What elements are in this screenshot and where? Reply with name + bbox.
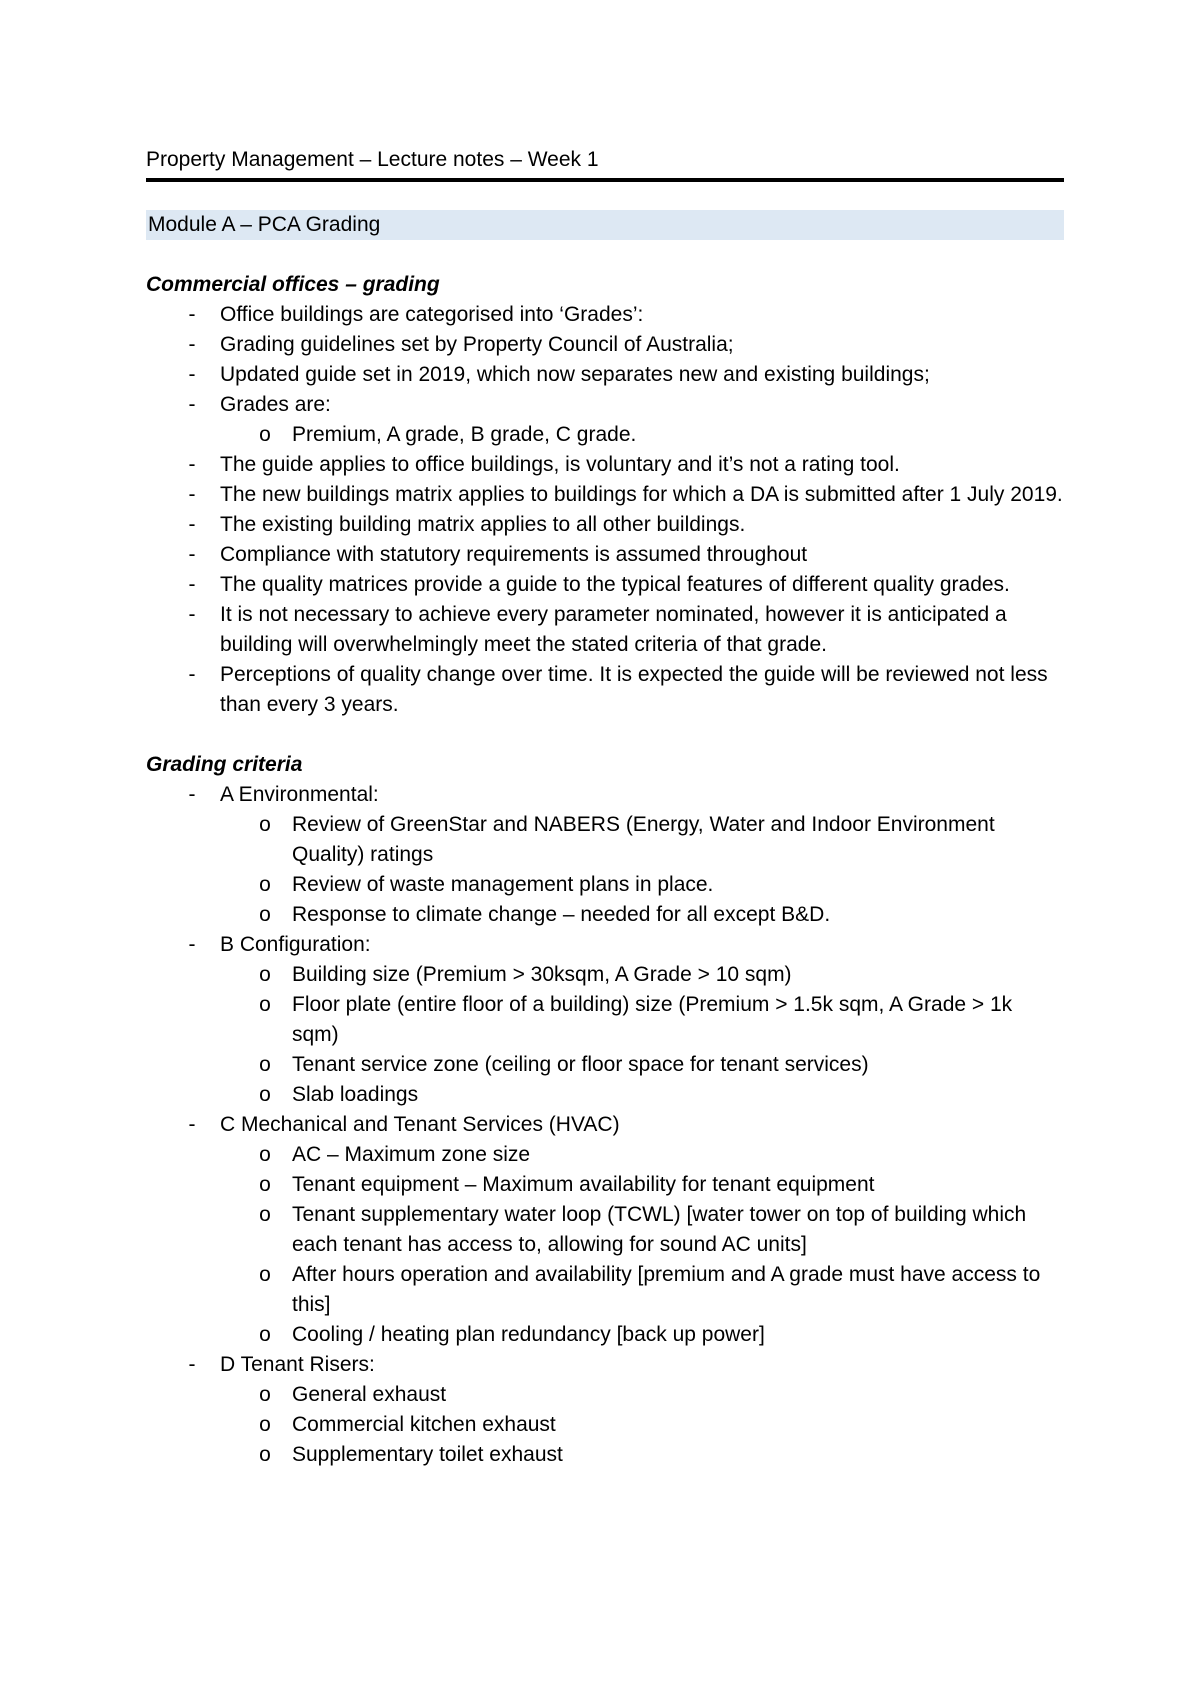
list-item <box>146 510 1064 540</box>
dash-marker: - <box>188 783 196 806</box>
list-item <box>146 450 1064 480</box>
sub-list-item-text: Slab loadings <box>292 1083 419 1106</box>
circle-marker: o <box>259 1173 271 1196</box>
list-item <box>146 300 1064 330</box>
dash-marker: - <box>188 363 196 386</box>
sub-bullet-list <box>146 810 1064 930</box>
circle-marker: o <box>259 1383 271 1406</box>
dash-marker: - <box>188 453 196 476</box>
circle-marker: o <box>259 423 271 446</box>
circle-marker: o <box>259 1083 271 1106</box>
list-item-text: The guide applies to office buildings, is voluntary and it’s not a rating tool. <box>220 453 900 476</box>
sub-list-item <box>219 1440 1064 1470</box>
list-item <box>146 1350 1064 1470</box>
list-item <box>146 540 1064 570</box>
list-item-text: Grades are: <box>220 393 331 416</box>
sub-list-item <box>219 420 1064 450</box>
list-item-text: The new buildings matrix applies to buildings for which a DA is submitted after 1 July 2019. <box>220 483 1063 506</box>
list-item-text: Office buildings are categorised into ‘Grades’: <box>220 303 644 326</box>
sub-list-item-text: After hours operation and availability [premium and A grade must have access to this] <box>292 1263 1041 1316</box>
list-item-text: B Configuration: <box>220 933 371 956</box>
sub-list-item-text: Tenant equipment – Maximum availability for tenant equipment <box>292 1173 875 1196</box>
list-item-text: The quality matrices provide a guide to the typical features of different quality grades. <box>220 573 1010 596</box>
sub-list-item-text: Tenant service zone (ceiling or floor space for tenant services) <box>292 1053 869 1076</box>
sub-list-item-text: Tenant supplementary water loop (TCWL) [water tower on top of building which each tenant has access to, allowing for sound AC units] <box>292 1203 1027 1256</box>
list-item-text: Compliance with statutory requirements is assumed throughout <box>220 543 808 566</box>
list-item <box>146 930 1064 1110</box>
sub-list-item <box>219 990 1064 1050</box>
dash-marker: - <box>188 573 196 596</box>
dash-marker: - <box>188 933 196 956</box>
sub-list-item-text: Supplementary toilet exhaust <box>292 1443 563 1466</box>
sub-list-item-text: General exhaust <box>292 1383 447 1406</box>
list-item <box>146 1110 1064 1350</box>
sub-list-item <box>219 1410 1064 1440</box>
sub-list-item-text: Review of waste management plans in place. <box>292 873 714 896</box>
sub-list-item-text: Building size (Premium > 30ksqm, A Grade > 10 sqm) <box>292 963 792 986</box>
dash-marker: - <box>188 1113 196 1136</box>
sub-bullet-list <box>146 1380 1064 1470</box>
section-commercial-offices-grading <box>146 270 1064 720</box>
circle-marker: o <box>259 1263 271 1286</box>
circle-marker: o <box>259 1443 271 1466</box>
module-heading: Module A – PCA Grading <box>146 210 1064 240</box>
sub-bullet-list <box>146 960 1064 1110</box>
sub-list-item <box>219 900 1064 930</box>
dash-marker: - <box>188 513 196 536</box>
dash-marker: - <box>188 663 196 686</box>
circle-marker: o <box>259 1323 271 1346</box>
circle-marker: o <box>259 903 271 926</box>
list-item-text: D Tenant Risers: <box>220 1353 375 1376</box>
dash-marker: - <box>188 303 196 326</box>
sub-bullet-list <box>146 1140 1064 1350</box>
section-title: Commercial offices – grading <box>146 273 440 296</box>
sub-list-item <box>219 810 1064 870</box>
list-item <box>146 360 1064 390</box>
circle-marker: o <box>259 1413 271 1436</box>
list-item-text: Grading guidelines set by Property Council of Australia; <box>220 333 734 356</box>
list-item <box>146 780 1064 930</box>
document-page <box>146 146 1064 1470</box>
sub-list-item <box>219 1140 1064 1170</box>
sub-list-item-text: Review of GreenStar and NABERS (Energy, Water and Indoor Environment Quality) ratings <box>292 813 995 866</box>
circle-marker: o <box>259 963 271 986</box>
section-grading-criteria <box>146 750 1064 1470</box>
list-item-text: A Environmental: <box>220 783 379 806</box>
bullet-list <box>146 300 1064 720</box>
sub-list-item <box>219 1050 1064 1080</box>
sub-list-item <box>219 1200 1064 1260</box>
sub-list-item <box>219 1320 1064 1350</box>
list-item-text: The existing building matrix applies to all other buildings. <box>220 513 746 536</box>
circle-marker: o <box>259 1203 271 1226</box>
document-header: Property Management – Lecture notes – Week 1 <box>146 146 1064 182</box>
section-title: Grading criteria <box>146 753 303 776</box>
dash-marker: - <box>188 393 196 416</box>
circle-marker: o <box>259 1053 271 1076</box>
circle-marker: o <box>259 813 271 836</box>
circle-marker: o <box>259 873 271 896</box>
bullet-list <box>146 780 1064 1470</box>
dash-marker: - <box>188 333 196 356</box>
sub-list-item <box>219 1380 1064 1410</box>
sub-list-item <box>219 870 1064 900</box>
list-item-text: Updated guide set in 2019, which now separates new and existing buildings; <box>220 363 930 386</box>
dash-marker: - <box>188 603 196 626</box>
circle-marker: o <box>259 1143 271 1166</box>
list-item-text: It is not necessary to achieve every parameter nominated, however it is anticipated a building will overwhelmingly meet the stated criteria of that grade. <box>220 603 1007 656</box>
circle-marker: o <box>259 993 271 1016</box>
dash-marker: - <box>188 1353 196 1376</box>
dash-marker: - <box>188 543 196 566</box>
list-item <box>146 570 1064 600</box>
sub-list-item <box>219 1170 1064 1200</box>
list-item <box>146 600 1064 660</box>
sub-list-item <box>219 1260 1064 1320</box>
dash-marker: - <box>188 483 196 506</box>
sub-list-item <box>219 1080 1064 1110</box>
sub-list-item-text: Floor plate (entire floor of a building) size (Premium > 1.5k sqm, A Grade > 1k sqm) <box>292 993 1013 1046</box>
sub-list-item-text: Commercial kitchen exhaust <box>292 1413 556 1436</box>
sub-bullet-list <box>146 420 1064 450</box>
list-item <box>146 330 1064 360</box>
sub-list-item-text: Cooling / heating plan redundancy [back up power] <box>292 1323 765 1346</box>
sub-list-item-text: AC – Maximum zone size <box>292 1143 531 1166</box>
list-item <box>146 390 1064 450</box>
list-item <box>146 660 1064 720</box>
list-item-text: C Mechanical and Tenant Services (HVAC) <box>220 1113 620 1136</box>
sub-list-item-text: Premium, A grade, B grade, C grade. <box>292 423 637 446</box>
list-item <box>146 480 1064 510</box>
sub-list-item <box>219 960 1064 990</box>
sub-list-item-text: Response to climate change – needed for all except B&D. <box>292 903 831 926</box>
list-item-text: Perceptions of quality change over time. It is expected the guide will be reviewed not less than every 3 years. <box>220 663 1048 716</box>
